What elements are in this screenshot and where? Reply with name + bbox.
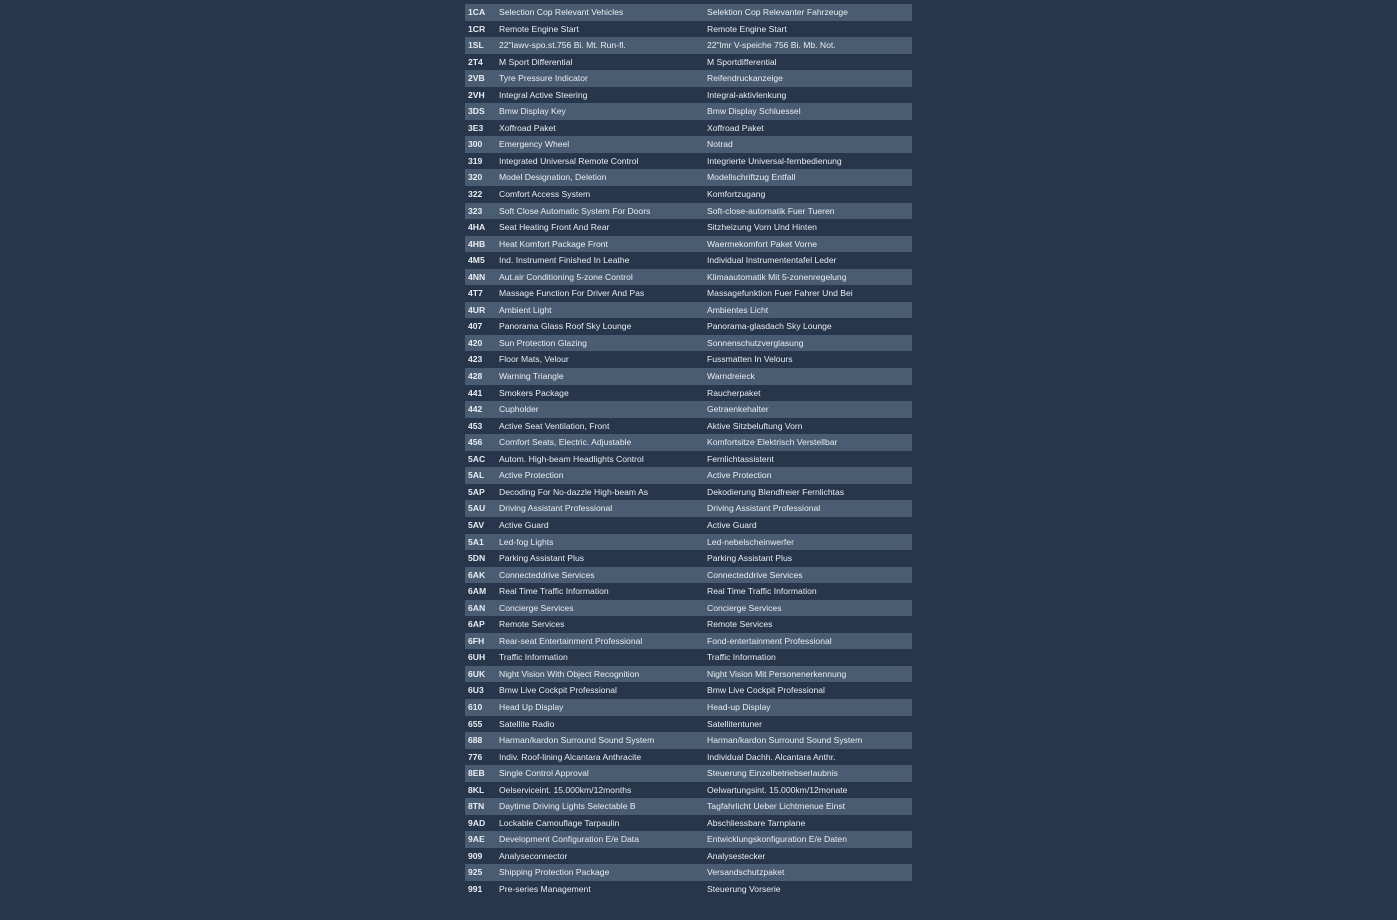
option-description-en: Led-fog Lights [499,536,554,547]
option-description-en: Ind. Instrument Finished In Leathe [499,255,630,266]
option-description-en: Autom. High-beam Headlights Control [499,453,644,464]
option-description-de: Warndreieck [707,371,755,382]
option-code: 407 [468,321,483,332]
option-code: 4T7 [468,288,483,299]
option-code: 5AC [468,453,486,464]
option-description-en: Smokers Package [499,387,569,398]
option-description-en: Traffic Information [499,652,568,663]
option-description-de: Reifendruckanzeige [707,73,783,84]
option-code: 6AN [468,602,486,613]
option-description-de: Integrierte Universal-fernbedienung [707,155,842,166]
option-description-en: Panorama Glass Roof Sky Lounge [499,321,632,332]
table-row [465,649,912,666]
option-description-en: Heat Komfort Package Front [499,238,608,249]
option-description-en: Tyre Pressure Indicator [499,73,588,84]
option-code: 1CA [468,7,486,17]
option-description-en: Connecteddrive Services [499,569,595,580]
option-description-en: Comfort Access System [499,189,591,200]
option-description-de: Steuerung Vorserie [707,883,781,894]
table-row [465,285,912,302]
option-description-de: M Sportdifferential [707,56,777,67]
option-code: 456 [468,437,483,448]
option-code: 4HB [468,238,486,249]
table-row [465,583,912,600]
table-row [465,401,912,418]
option-description-de: Analysestecker [707,850,766,861]
table-row [465,186,912,203]
table-row [465,881,912,898]
option-code: 5AV [468,519,485,530]
option-description-de: Raucherpaket [707,387,761,398]
option-description-en: Active Guard [499,519,549,530]
option-description-en: 22"lawv-spo.st.756 Bi. Mt. Run-fl. [499,40,626,51]
option-code: 453 [468,420,483,431]
table-row [465,749,912,766]
option-description-de: Steuerung Einzelbetriebserlaubnis [707,768,838,779]
table-row [465,716,912,733]
option-description-de: Massagefunktion Fuer Fahrer Und Bei [707,288,853,299]
option-code: 5AU [468,503,486,514]
option-description-en: Emergency Wheel [499,139,570,150]
option-code: 420 [468,337,483,348]
option-description-de: Ambientes Licht [707,304,769,315]
option-description-en: Remote Engine Start [499,23,579,34]
table-row [465,848,912,865]
table-row [465,351,912,368]
option-description-en: Oelserviceint. 15.000km/12months [499,784,632,795]
option-description-de: Parking Assistant Plus [707,553,793,564]
option-code: 1SL [468,40,484,51]
table-row [465,252,912,269]
option-code: 322 [468,189,483,200]
table-row [465,385,912,402]
option-description-de: Connecteddrive Services [707,569,803,580]
options-table [465,4,912,898]
option-description-en: Rear-seat Entertainment Professional [499,635,643,646]
table-row [465,236,912,253]
option-description-en: Floor Mats, Velour [499,354,569,365]
option-description-de: Fernlichtassistent [707,453,774,464]
option-code: 441 [468,387,483,398]
table-row [465,335,912,352]
option-description-de: Panorama-glasdach Sky Lounge [707,321,832,332]
option-description-en: Sun Protection Glazing [499,337,587,348]
table-row [465,666,912,683]
table-row [465,418,912,435]
option-code: 3DS [468,106,485,117]
table-row [465,302,912,319]
option-description-en: Xoffroad Paket [499,122,556,133]
option-description-de: Soft-close-automatik Fuer Tueren [707,205,835,216]
option-description-en: Selection Cop Relevant Vehicles [499,7,624,17]
option-description-en: Comfort Seats, Electric. Adjustable [499,437,632,448]
option-description-en: Concierge Services [499,602,574,613]
option-code: 6U3 [468,685,484,696]
option-code: 6FH [468,635,485,646]
table-row [465,136,912,153]
option-description-en: Soft Close Automatic System For Doors [499,205,651,216]
option-code: 4HA [468,222,486,233]
option-code: 6UK [468,668,486,679]
table-row [465,616,912,633]
option-code: 5DN [468,553,486,564]
option-code: 423 [468,354,483,365]
table-row [465,4,912,21]
option-description-de: Entwicklungskonfiguration E/e Daten [707,834,847,845]
option-description-en: Satellite Radio [499,718,555,729]
table-row [465,467,912,484]
option-description-en: Real Time Traffic Information [499,586,609,597]
option-code: 5AL [468,470,485,481]
option-code: 320 [468,172,483,183]
table-row [465,517,912,534]
option-code: 8TN [468,801,485,812]
table-row [465,70,912,87]
option-description-de: Traffic Information [707,652,776,663]
option-code: 6AK [468,569,486,580]
option-description-de: Remote Services [707,619,773,630]
table-row [465,54,912,71]
option-code: 8KL [468,784,485,795]
option-description-de: Waermekomfort Paket Vorne [707,238,818,249]
options-table-container [465,4,912,898]
table-row [465,103,912,120]
option-description-en: Harman/kardon Surround Sound System [499,735,655,746]
option-description-en: Pre-series Management [499,883,591,894]
table-row [465,732,912,749]
option-description-en: Integrated Universal Remote Control [499,155,639,166]
table-row [465,699,912,716]
option-description-en: Analyseconnector [499,850,568,861]
option-description-en: Shipping Protection Package [499,867,610,878]
option-description-de: Integral-aktivlenkung [707,89,787,100]
option-description-en: Active Seat Ventilation, Front [499,420,610,431]
option-code: 655 [468,718,483,729]
option-description-de: Bmw Live Cockpit Professional [707,685,825,696]
option-code: 1CR [468,23,486,34]
table-row [465,567,912,584]
option-description-en: Indiv. Roof-lining Alcantara Anthracite [499,751,642,762]
option-code: 688 [468,735,483,746]
table-row [465,219,912,236]
option-description-de: Bmw Display Schluessel [707,106,801,117]
option-description-en: Seat Heating Front And Rear [499,222,610,233]
option-description-en: Remote Services [499,619,565,630]
table-row [465,765,912,782]
option-description-en: Bmw Display Key [499,106,566,117]
option-description-de: Sonnenschutzverglasung [707,337,804,348]
table-row [465,451,912,468]
option-code: 2T4 [468,56,483,67]
option-code: 3E3 [468,122,484,133]
option-description-de: Driving Assistant Professional [707,503,821,514]
option-description-en: Aut.air Conditioning 5-zone Control [499,271,633,282]
table-row [465,831,912,848]
option-code: 5AP [468,486,485,497]
option-description-de: Satellitentuner [707,718,762,729]
option-description-de: Oelwartungsint. 15.000km/12monate [707,784,848,795]
table-row [465,633,912,650]
option-description-de: Active Protection [707,470,772,481]
option-code: 2VB [468,73,485,84]
option-description-de: Selektion Cop Relevanter Fahrzeuge [707,7,848,17]
table-row [465,153,912,170]
option-code: 909 [468,850,483,861]
option-code: 319 [468,155,483,166]
option-description-en: Parking Assistant Plus [499,553,585,564]
option-description-de: Fond-entertainment Professional [707,635,832,646]
table-row [465,87,912,104]
table-row [465,815,912,832]
table-row [465,782,912,799]
table-row [465,37,912,54]
option-description-en: Head Up Display [499,701,564,712]
option-code: 300 [468,139,483,150]
option-description-de: Night Vision Mit Personenerkennung [707,668,847,679]
option-description-de: Versandschutzpaket [707,867,785,878]
table-row [465,120,912,137]
option-code: 323 [468,205,483,216]
option-description-en: Model Designation, Deletion [499,172,607,183]
option-description-en: Cupholder [499,404,539,415]
option-description-en: Massage Function For Driver And Pas [499,288,645,299]
option-description-en: Warning Triangle [499,371,564,382]
option-code: 776 [468,751,483,762]
option-code: 4M5 [468,255,485,266]
option-description-de: 22"lmr V-speiche 756 Bi. Mb. Not. [707,40,836,51]
option-description-de: Real Time Traffic Information [707,586,817,597]
option-description-de: Tagfahrlicht Ueber Lichtmenue Einst [707,801,846,812]
option-description-de: Sitzheizung Vorn Und Hinten [707,222,817,233]
option-description-de: Individual Instrumententafel Leder [707,255,837,266]
table-row [465,21,912,38]
option-code: 9AD [468,817,486,828]
option-description-en: Night Vision With Object Recognition [499,668,640,679]
option-description-de: Individual Dachh. Alcantara Anthr. [707,751,836,762]
table-row [465,269,912,286]
option-description-en: Bmw Live Cockpit Professional [499,685,617,696]
table-row [465,484,912,501]
option-code: 991 [468,883,483,894]
option-description-de: Concierge Services [707,602,782,613]
option-code: 4UR [468,304,486,315]
option-description-de: Getraenkehalter [707,404,769,415]
option-description-de: Dekodierung Blendfreier Fernlichtas [707,486,845,497]
option-description-en: Decoding For No-dazzle High-beam As [499,486,649,497]
option-description-de: Xoffroad Paket [707,122,764,133]
option-code: 925 [468,867,483,878]
table-row [465,550,912,567]
option-description-de: Modellschriftzug Entfall [707,172,796,183]
table-row [465,203,912,220]
option-description-en: Single Control Approval [499,768,589,779]
option-description-de: Remote Engine Start [707,23,787,34]
option-description-de: Notrad [707,139,733,150]
table-row [465,798,912,815]
options-table-body [465,4,912,898]
option-code: 8EB [468,768,485,779]
option-description-de: Head-up Display [707,701,771,712]
option-description-de: Led-nebelscheinwerfer [707,536,794,547]
table-row [465,434,912,451]
option-description-en: Active Protection [499,470,564,481]
option-code: 4NN [468,271,486,282]
option-description-de: Harman/kardon Surround Sound System [707,735,863,746]
option-description-de: Klimaautomatik Mit 5-zonenregelung [707,271,847,282]
option-code: 5A1 [468,536,484,547]
table-row [465,600,912,617]
table-row [465,864,912,881]
table-row [465,318,912,335]
option-description-en: M Sport Differential [499,56,573,67]
option-code: 6AP [468,619,485,630]
option-description-en: Driving Assistant Professional [499,503,613,514]
option-description-de: Active Guard [707,519,757,530]
option-code: 610 [468,701,483,712]
table-row [465,368,912,385]
option-description-en: Lockable Camouflage Tarpaulin [499,817,620,828]
option-code: 9AE [468,834,485,845]
option-code: 428 [468,371,483,382]
option-description-de: Komfortsitze Elektrisch Verstellbar [707,437,838,448]
table-row [465,682,912,699]
option-description-de: Komfortzugang [707,189,766,200]
option-description-en: Daytime Driving Lights Selectable B [499,801,636,812]
table-row [465,534,912,551]
option-description-en: Integral Active Steering [499,89,588,100]
table-row [465,169,912,186]
option-description-en: Development Configuration E/e Data [499,834,639,845]
option-code: 442 [468,404,483,415]
option-description-de: Abschliessbare Tarnplane [707,817,806,828]
option-description-en: Ambient Light [499,304,552,315]
table-row [465,500,912,517]
option-description-de: Aktive Sitzbeluftung Vorn [707,420,803,431]
option-code: 6UH [468,652,486,663]
option-code: 2VH [468,89,485,100]
option-code: 6AM [468,586,487,597]
option-description-de: Fussmatten In Velours [707,354,793,365]
